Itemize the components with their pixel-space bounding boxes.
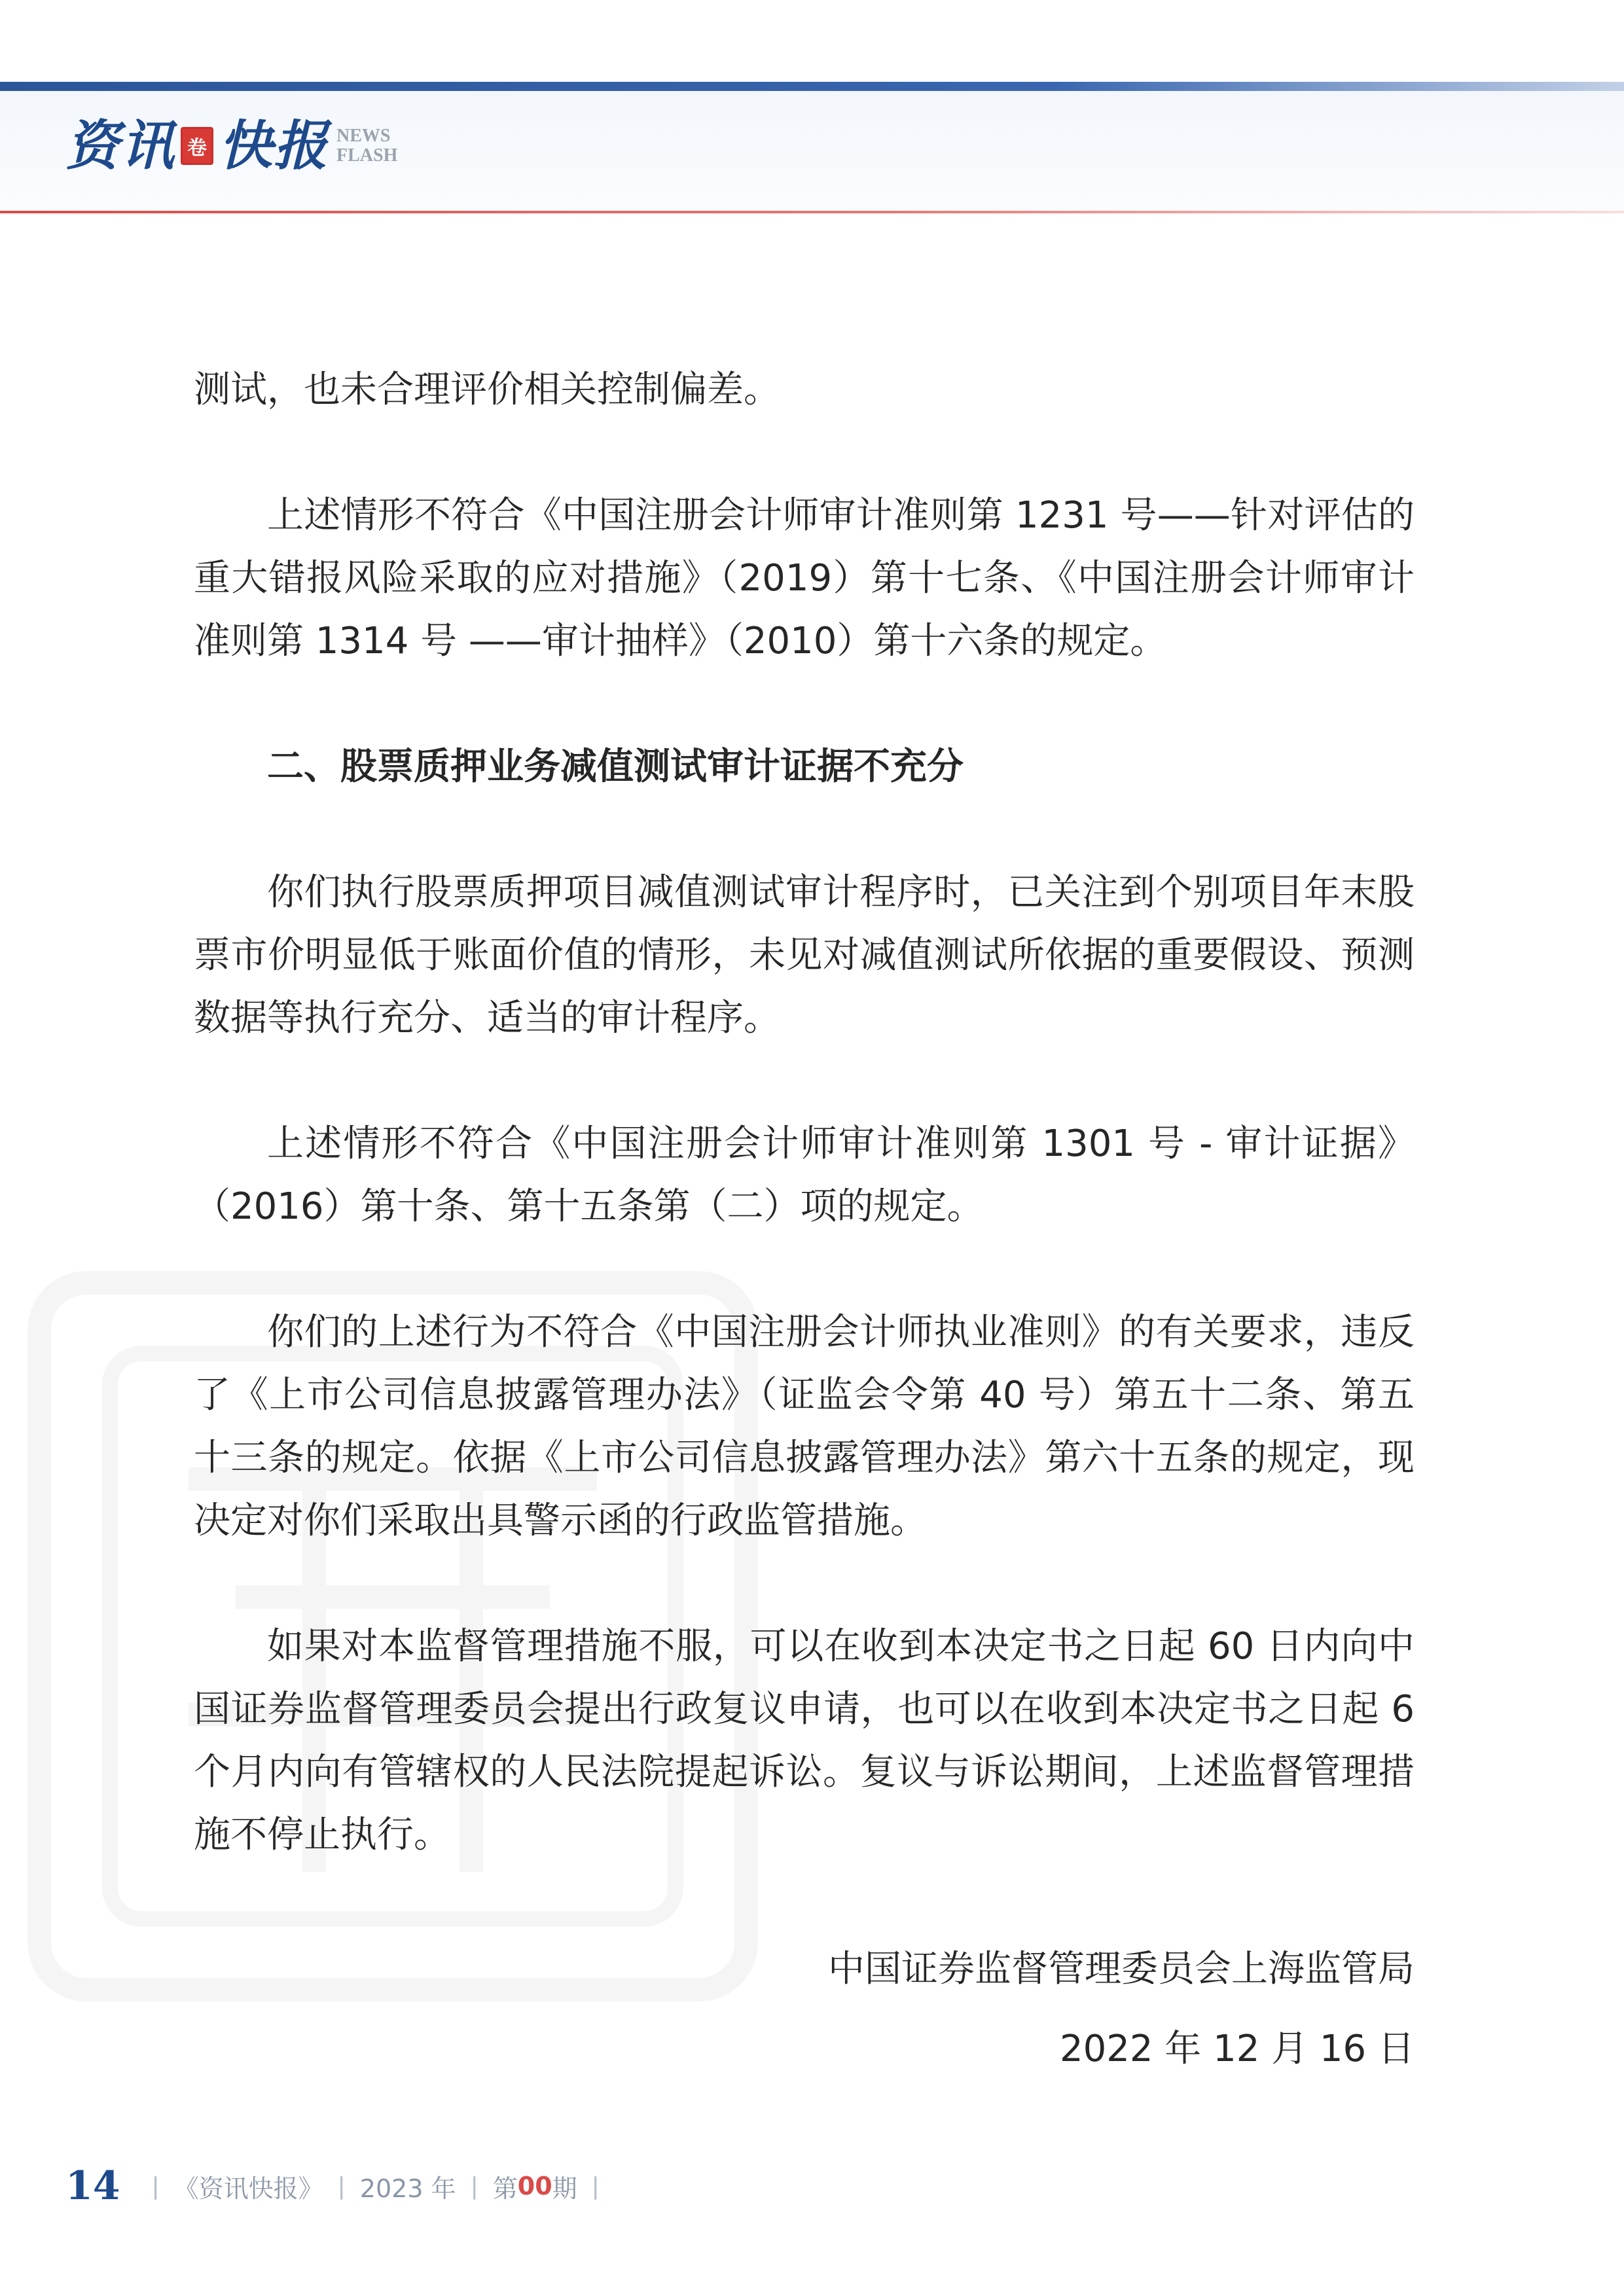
paragraph-1: 测试，也未合理评价相关控制偏差。 bbox=[194, 368, 780, 411]
document-body bbox=[194, 359, 1415, 2089]
footer-year: 2023 年 bbox=[359, 2174, 456, 2203]
logo-english bbox=[336, 126, 397, 166]
paragraph-2: 上述情形不符合《中国注册会计师审计准则第 1231 号——针对评估的重大错报风险采取的应对措施》（2019）第十七条、《中国注册会计师审计准则第 1314 号 ——审计抽样》（2010）第十六条的规定。 bbox=[194, 494, 1415, 662]
footer-separator: | bbox=[151, 2172, 160, 2200]
footer-issue-suffix: 期 bbox=[552, 2174, 577, 2203]
footer-publication: 《资讯快报》 bbox=[173, 2174, 323, 2203]
header-top-band bbox=[0, 82, 1624, 91]
paragraph-5: 你们的上述行为不符合《中国注册会计师执业准则》的有关要求，违反了《上市公司信息披露管理办法》（证监会令第 40 号）第五十二条、第五十三条的规定。依据《上市公司信息披露管理办法》第六十五条的规定，现决定对你们采取出具警示函的行政监管措施。 bbox=[194, 1311, 1415, 1542]
logo-title-part1: 资讯 bbox=[65, 115, 175, 177]
newsletter-logo bbox=[65, 110, 397, 182]
logo-english-line2: FLASH bbox=[336, 145, 398, 166]
paragraph-6: 如果对本监督管理措施不服，可以在收到本决定书之日起 60 日内向中国证券监督管理委员会提出行政复议申请，也可以在收到本决定书之日起 6 个月内向有管辖权的人民法院提起诉讼。复议与诉讼期间，上述监督管理措施不停止执行。 bbox=[194, 1625, 1415, 1856]
logo-seal-icon: 卷 bbox=[181, 127, 213, 165]
paragraph-3: 你们执行股票质押项目减值测试审计程序时，已关注到个别项目年末股票市价明显低于账面价值的情形，未见对减值测试所依据的重要假设、预测数据等执行充分、适当的审计程序。 bbox=[194, 871, 1415, 1039]
page-footer bbox=[65, 2160, 614, 2212]
header-divider bbox=[0, 211, 1624, 213]
footer-separator: | bbox=[591, 2172, 600, 2200]
footer-separator: | bbox=[470, 2172, 478, 2200]
footer-separator: | bbox=[337, 2172, 346, 2200]
signature-organization: 中国证券监督管理委员会上海监管局 bbox=[828, 1948, 1415, 1990]
signature-block bbox=[194, 1929, 1415, 2089]
footer-issue-number: 00 bbox=[517, 2172, 552, 2200]
section-heading: 二、股票质押业务减值测试审计证据不充分 bbox=[267, 745, 964, 788]
footer-issue-prefix: 第 bbox=[492, 2174, 518, 2203]
signature-date: 2022 年 12 月 16 日 bbox=[1059, 2028, 1415, 2070]
page-number: 14 bbox=[65, 2163, 120, 2209]
logo-english-line1: NEWS bbox=[336, 126, 391, 146]
paragraph-4: 上述情形不符合《中国注册会计师审计准则第 1301 号 - 审计证据》（2016）第十条、第十五条第（二）项的规定。 bbox=[194, 1122, 1415, 1228]
logo-title-part2: 快报 bbox=[219, 115, 329, 177]
